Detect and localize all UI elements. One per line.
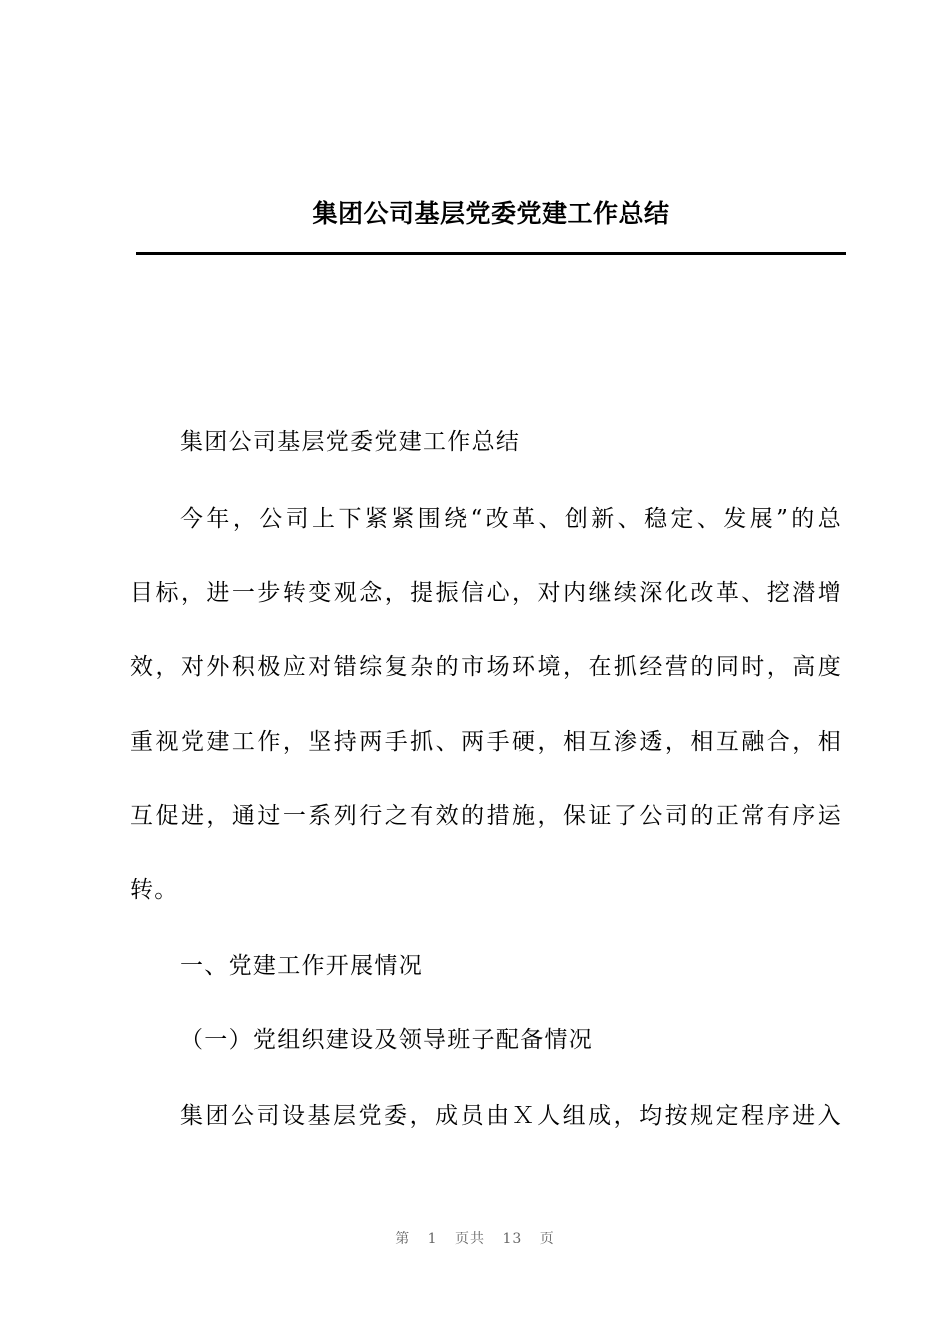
document-title: 集团公司基层党委党建工作总结 (312, 199, 670, 228)
section-heading: 一、党建工作开展情况 (180, 953, 423, 979)
title-underline (136, 252, 846, 255)
paragraph-line: 效，对外积极应对错综复杂的市场环境，在抓经营的同时，高度 (130, 654, 842, 680)
page-footer (0, 1228, 950, 1248)
footer-prefix: 第 (395, 1231, 411, 1247)
footer-mid: 页共 (455, 1231, 486, 1247)
footer-total-pages: 13 (502, 1231, 523, 1247)
paragraph-line: 目标，进一步转变观念，提振信心，对内继续深化改革、挖潜增 (130, 580, 842, 606)
footer-current-page: 1 (427, 1231, 438, 1247)
subsection-heading: （一）党组织建设及领导班子配备情况 (180, 1027, 594, 1053)
paragraph-line: 重视党建工作，坚持两手抓、两手硬，相互渗透，相互融合，相 (130, 729, 842, 755)
body-subtitle-line: 集团公司基层党委党建工作总结 (180, 429, 521, 455)
paragraph-line: 转。 (130, 877, 179, 903)
footer-suffix: 页 (539, 1231, 555, 1247)
paragraph-line: 今年，公司上下紧紧围绕“改革、创新、稳定、发展”的总 (180, 506, 842, 532)
paragraph-line: 集团公司设基层党委，成员由Ｘ人组成，均按规定程序进入 (180, 1103, 842, 1129)
paragraph-line: 互促进，通过一系列行之有效的措施，保证了公司的正常有序运 (130, 803, 842, 829)
